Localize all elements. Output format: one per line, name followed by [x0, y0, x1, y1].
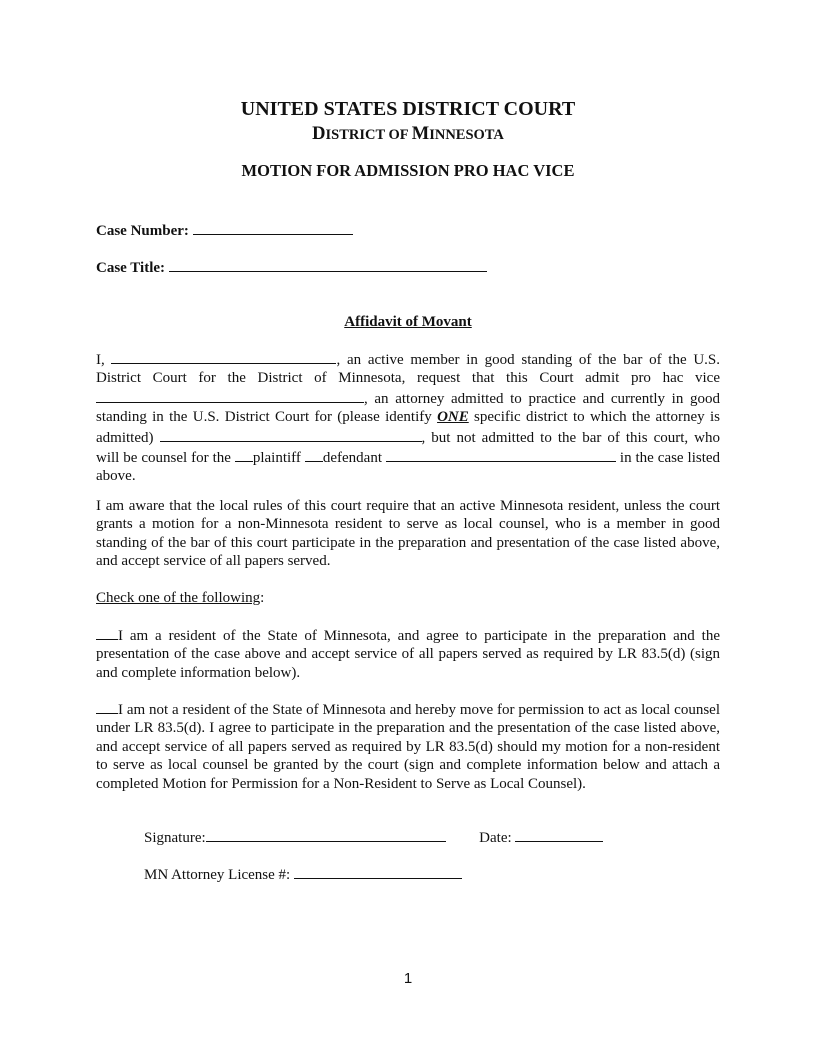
case-number-label: Case Number:: [96, 223, 189, 239]
court-title: UNITED STATES DISTRICT COURT: [240, 98, 576, 120]
plaintiff-label: plaintiff: [252, 450, 301, 467]
option-1-text: I am a resident of the State of Minnesota, and agree to participate in the preparation and the presentation of the case above and accept service of all papers served as required by LR 83.5(d) (sign and complete information below).: [96, 628, 720, 681]
date-label: Date:: [479, 830, 512, 846]
p1-text-c: , an attorney admitted to practice and currently in good standing in the U.S. District Court for (please identify: [96, 390, 720, 426]
district-letter-d: D: [312, 124, 326, 144]
plaintiff-checkbox-line[interactable]: [235, 447, 253, 462]
motion-title: MOTION FOR ADMISSION PRO HAC VICE: [241, 161, 575, 180]
party-name-field[interactable]: [386, 447, 616, 462]
p1-text-a: I,: [96, 352, 105, 368]
license-row: [144, 864, 462, 885]
check-heading-text: Check one of the following: [96, 590, 261, 606]
p1-text-d: specific district to which the attorney is admitted): [96, 409, 720, 446]
case-number-field[interactable]: [193, 220, 353, 235]
district-text-1: ISTRICT OF: [325, 127, 412, 143]
option-1-checkbox-line[interactable]: [96, 625, 118, 640]
affidavit-paragraph-2: I am aware that the local rules of this court require that an active Minnesota resident, unless the court grants a motion for a non-Minnesota resident to serve as local counsel, who is a member in good standing of the bar of this court participate in the preparation and presentation of the case listed above, and accept service of all papers served.: [96, 498, 720, 570]
license-label: MN Attorney License #:: [144, 867, 291, 883]
case-title-label: Case Title:: [96, 260, 166, 276]
p1-text-b: , an active member in good standing of the bar of the U.S. District Court for the District of Minnesota, request that this Court admit pro hac vice: [96, 352, 721, 387]
admitted-district-field[interactable]: [160, 427, 422, 442]
p1-text-e: , but not admitted to the bar of this court, who will be counsel for the: [96, 429, 721, 467]
signature-row: [144, 827, 603, 848]
attorney-name-field[interactable]: [96, 388, 364, 403]
affidavit-paragraph-1: [96, 349, 720, 486]
case-number-row: [96, 220, 353, 241]
option-2-text: I am not a resident of the State of Minnesota and hereby move for permission to act as local counsel under LR 83.5(d). I agree to participate in the preparation and the presentation of the case listed above, and accept service of all papers served as required by LR 83.5(d) should my motion for a non-resident to serve as local counsel be granted by the court (sign and complete information below and attach a completed Motion for Permission for a Non-Resident to Serve as Local Counsel).: [96, 702, 720, 792]
option-2: [96, 699, 720, 793]
page-number: 1: [403, 970, 413, 987]
case-title-row: [96, 257, 487, 278]
district-title: [96, 122, 720, 147]
affidavit-title: Affidavit of Movant: [344, 314, 472, 330]
movant-name-field[interactable]: [111, 349, 336, 364]
license-field[interactable]: [294, 864, 462, 879]
one-emphasis: ONE: [437, 409, 469, 426]
defendant-label: defendant: [322, 450, 382, 467]
check-heading-colon: :: [260, 590, 265, 606]
option-1: [96, 625, 720, 682]
case-title-field[interactable]: [169, 257, 487, 272]
date-field[interactable]: [515, 827, 603, 842]
check-heading: [96, 589, 264, 607]
signature-field[interactable]: [206, 827, 446, 842]
p1-text-f: in the case listed above.: [96, 450, 721, 485]
district-text-2: INNESOTA: [429, 127, 504, 143]
signature-label: Signature:: [144, 830, 206, 846]
option-2-checkbox-line[interactable]: [96, 699, 118, 714]
district-letter-m: M: [411, 124, 430, 144]
defendant-checkbox-line[interactable]: [305, 447, 323, 462]
